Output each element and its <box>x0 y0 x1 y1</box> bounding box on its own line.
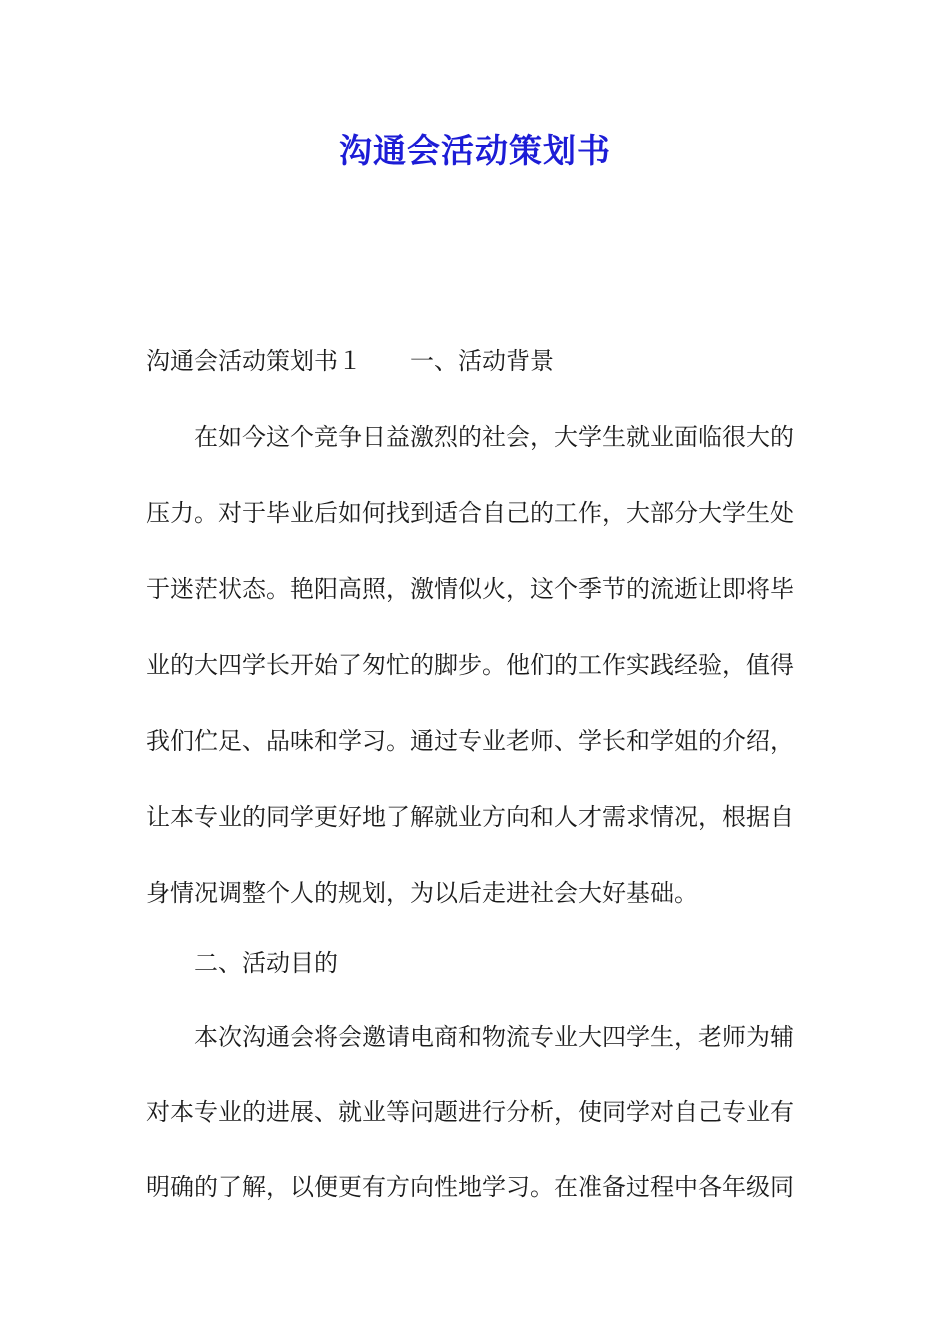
document-title: 沟通会活动策划书 <box>339 131 611 170</box>
paragraph-line: 我们伫足、品味和学习。通过专业老师、学长和学姐的介绍， <box>146 727 794 755</box>
paragraph-line: 对本专业的进展、就业等问题进行分析，使同学对自己专业有 <box>146 1098 794 1126</box>
paragraph-line: 让本专业的同学更好地了解就业方向和人才需求情况，根据自 <box>146 803 794 831</box>
document-heading: 沟通会活动策划书１ <box>146 347 362 375</box>
paragraph-line: 明确的了解，以便更有方向性地学习。在准备过程中各年级同 <box>146 1173 794 1201</box>
first-line <box>146 336 554 386</box>
paragraph-line: 本次沟通会将会邀请电商和物流专业大四学生，老师为辅 <box>194 1023 794 1051</box>
paragraph-line: 业的大四学长开始了匆忙的脚步。他们的工作实践经验，值得 <box>146 651 794 679</box>
section-heading-background: 一、活动背景 <box>410 347 554 375</box>
section-heading-purpose: 二、活动目的 <box>194 949 338 977</box>
paragraph-line: 在如今这个竞争日益激烈的社会，大学生就业面临很大的 <box>194 423 794 451</box>
paragraph-line: 身情况调整个人的规划，为以后走进社会大好基础。 <box>146 879 698 907</box>
paragraph-line: 于迷茫状态。艳阳高照，激情似火，这个季节的流逝让即将毕 <box>146 575 794 603</box>
paragraph-line: 压力。对于毕业后如何找到适合自己的工作，大部分大学生处 <box>146 499 794 527</box>
